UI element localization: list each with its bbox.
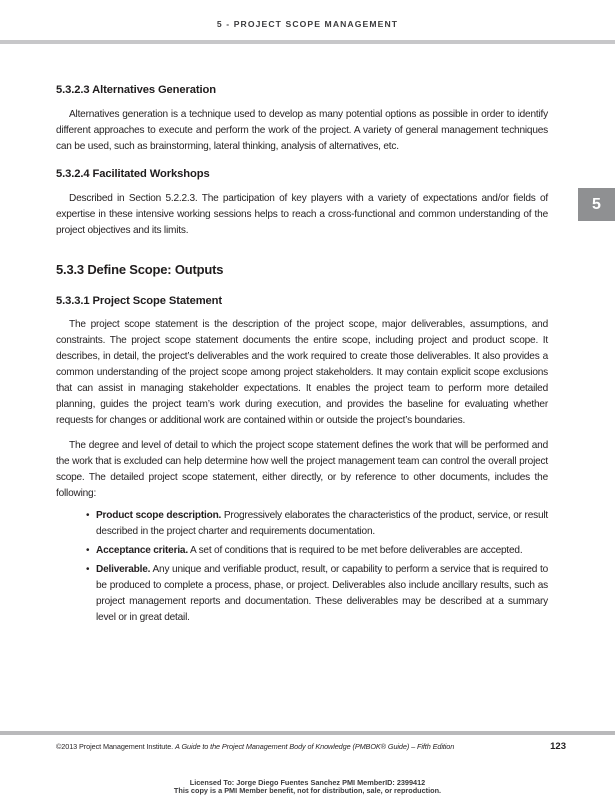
paragraph-facilitated-workshops: Described in Section 5.2.2.3. The participation of key players with a variety of expectations and/or fields of expertise in these intensive working sessions helps to reach a cross-functional and common understanding of the project objectives and its limits. (56, 193, 548, 236)
license-notice (0, 779, 615, 795)
bullet-icon: • (86, 545, 90, 556)
footer-rule (0, 731, 615, 735)
license-line-1: Licensed To: Jorge Diego Fuentes Sanchez PMI MemberID: 2399412 (189, 778, 426, 787)
footer-copyright (56, 742, 454, 751)
paragraph-project-scope-statement-2: The degree and level of detail to which the project scope statement defines the work that will be performed and the work that is excluded can help determine how well the project management team can control the overall project scope. The detailed project scope statement, either directly, or by reference to other documents, includes the following: (56, 440, 548, 499)
copyright-text: ©2013 Project Management Institute. (56, 742, 174, 751)
scope-statement-bullet-list (56, 508, 548, 626)
bullet-icon: • (86, 564, 90, 575)
paragraph-alternatives-generation: Alternatives generation is a technique used to develop as many potential options as possible in order to identify different approaches to execute and perform the work of the project. A variety of general management techniques can be used, such as brainstorming, lateral thinking, analysis of alternatives, etc. (56, 109, 548, 152)
bullet-icon: • (86, 510, 90, 521)
bullet-term: Deliverable. (96, 564, 151, 575)
list-item (56, 562, 548, 626)
paragraph-project-scope-statement-1: The project scope statement is the description of the project scope, major deliverables, assumptions, and constraints. The project scope statement documents the entire scope, including project and product scope. It describes, in detail, the project’s deliverables and the work required to create those deliverables. It also provides a common understanding of the project scope among project stakeholders. It may contain explicit scope exclusions that can assist in managing stakeholder expectations. It enables the project team to perform more detailed planning, guides the project team’s work during execution, and provides the baseline for evaluating whether requests for changes or additional work are contained within or outside the project’s boundaries. (56, 319, 548, 426)
heading-project-scope-statement: 5.3.3.1 Project Scope Statement (56, 295, 223, 307)
book-title: A Guide to the Project Management Body of Knowledge (PMBOK® Guide) – Fifth Edition (175, 742, 455, 751)
bullet-text: Progressively elaborates the characteristics of the product, service, or result described in the project charter and requirements documentation. (96, 510, 549, 537)
chapter-tab: 5 (578, 188, 615, 221)
bullet-text: Any unique and verifiable product, result, or capability to perform a service that is required to be produced to complete a process, phase, or project. Deliverables also include ancillary results, such as project management reports and documentation. These deliverables may be described at a summary level or in great detail. (96, 564, 548, 623)
page-number: 123 (550, 741, 566, 752)
page-content (56, 84, 548, 626)
heading-alternatives-generation: 5.3.2.3 Alternatives Generation (56, 84, 217, 96)
license-line-2: This copy is a PMI Member benefit, not for distribution, sale, or reproduction. (173, 786, 442, 795)
running-header (0, 0, 615, 44)
heading-facilitated-workshops: 5.3.2.4 Facilitated Workshops (56, 168, 210, 180)
bullet-term: Acceptance criteria. (96, 545, 188, 556)
list-item (56, 543, 548, 559)
bullet-term: Product scope description. (96, 510, 222, 521)
heading-define-scope-outputs: 5.3.3 Define Scope: Outputs (56, 262, 224, 277)
running-title: 5 - PROJECT SCOPE MANAGEMENT (216, 19, 399, 29)
bullet-text: A set of conditions that is required to be met before deliverables are accepted. (187, 545, 523, 556)
list-item (56, 508, 548, 540)
